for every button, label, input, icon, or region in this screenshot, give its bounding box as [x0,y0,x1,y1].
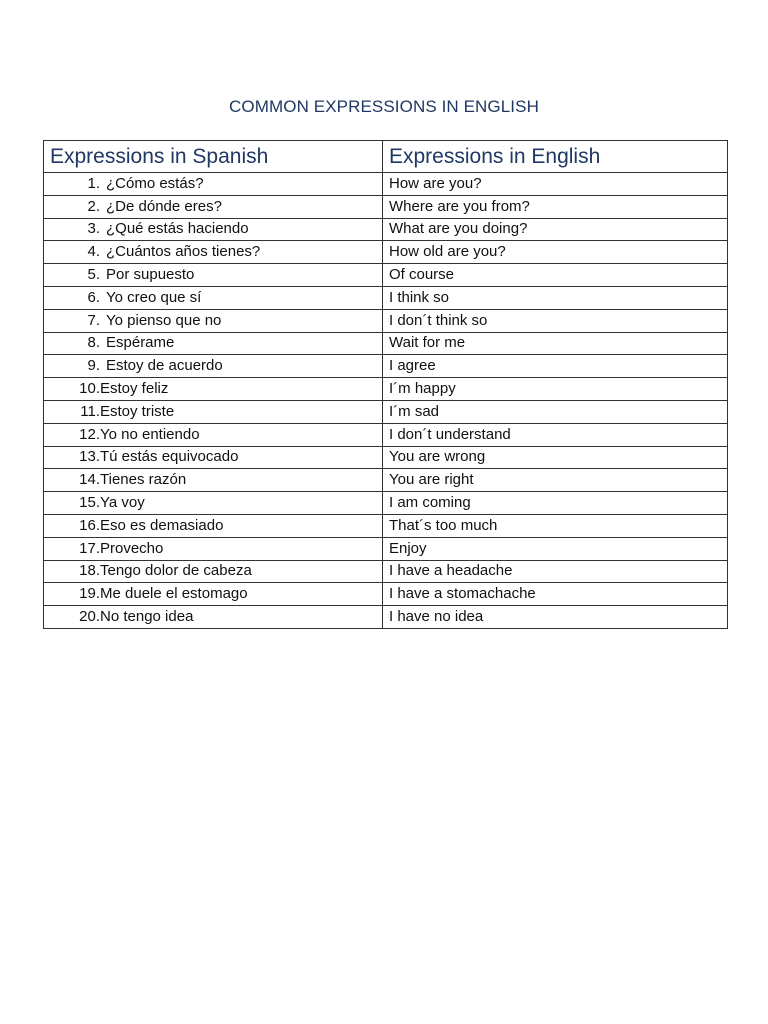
english-expression: I am coming [383,492,728,515]
spanish-expression: No tengo idea [100,608,194,626]
table-row [44,537,728,560]
spanish-cell [44,606,383,629]
spanish-cell [44,492,383,515]
spanish-expression: Me duele el estomago [100,585,248,603]
row-number: 20. [79,608,100,626]
row-number: 1. [87,174,100,192]
spanish-cell [44,241,383,264]
table-row [44,423,728,446]
english-expression: I agree [383,355,728,378]
spanish-expression: Provecho [100,539,164,557]
spanish-cell [44,218,383,241]
english-expression: That´s too much [383,514,728,537]
spanish-expression: Tú estás equivocado [100,448,239,466]
spanish-expression: Por supuesto [106,266,195,284]
english-expression: I think so [383,286,728,309]
table-header-row [44,141,728,173]
row-number: 11. [80,402,100,420]
row-number: 19. [79,585,100,603]
table-row [44,309,728,332]
english-expression: Enjoy [383,537,728,560]
row-number: 4. [87,243,100,261]
spanish-expression: Ya voy [100,494,145,512]
row-number: 5. [87,266,100,284]
row-number: 14. [79,471,100,489]
row-number: 18. [79,562,100,580]
spanish-cell [44,514,383,537]
spanish-expression: Estoy feliz [100,380,169,398]
table-row [44,560,728,583]
spanish-cell [44,173,383,196]
spanish-cell [44,264,383,287]
spanish-expression: Yo creo que sí [106,288,202,306]
spanish-expression: Estoy triste [100,402,175,420]
table-row [44,492,728,515]
table-row [44,400,728,423]
spanish-expression: Yo pienso que no [106,311,222,329]
english-expression: Wait for me [383,332,728,355]
english-expression: I have no idea [383,606,728,629]
english-expression: Where are you from? [383,195,728,218]
spanish-cell [44,286,383,309]
header-english: Expressions in English [383,141,728,173]
spanish-cell [44,400,383,423]
english-expression: I don´t understand [383,423,728,446]
english-expression: How old are you? [383,241,728,264]
table-row [44,264,728,287]
english-expression: You are right [383,469,728,492]
spanish-expression: Tienes razón [100,471,187,489]
table-row [44,332,728,355]
row-number: 10. [79,380,100,398]
spanish-cell [44,469,383,492]
table-row [44,606,728,629]
spanish-cell [44,355,383,378]
spanish-cell [44,583,383,606]
spanish-expression: Espérame [106,334,175,352]
document-title: COMMON EXPRESSIONS IN ENGLISH [229,97,539,116]
english-expression: I´m happy [383,378,728,401]
table-body [44,173,728,629]
table-row [44,469,728,492]
spanish-expression: ¿Cómo estás? [106,174,204,192]
spanish-cell [44,309,383,332]
row-number: 3. [87,220,100,238]
spanish-expression: ¿De dónde eres? [106,197,222,215]
expressions-table [43,140,728,629]
row-number: 7. [87,311,100,329]
row-number: 16. [79,516,100,534]
table-row [44,446,728,469]
table-row [44,218,728,241]
spanish-cell [44,537,383,560]
row-number: 13. [79,448,100,466]
table-row [44,241,728,264]
table-row [44,378,728,401]
table-row [44,195,728,218]
header-spanish: Expressions in Spanish [44,141,383,173]
english-expression: Of course [383,264,728,287]
row-number: 9. [87,357,100,375]
spanish-cell [44,423,383,446]
spanish-cell [44,195,383,218]
row-number: 17. [79,539,100,557]
spanish-cell [44,446,383,469]
row-number: 8. [87,334,100,352]
spanish-expression: Tengo dolor de cabeza [100,562,252,580]
table-row [44,286,728,309]
spanish-expression: ¿Qué estás haciendo [106,220,249,238]
row-number: 6. [87,288,100,306]
table-row [44,173,728,196]
english-expression: I have a headache [383,560,728,583]
table-row [44,583,728,606]
spanish-expression: Yo no entiendo [100,425,200,443]
spanish-expression: Eso es demasiado [100,516,224,534]
english-expression: I have a stomachache [383,583,728,606]
table-row [44,514,728,537]
row-number: 12. [79,425,100,443]
row-number: 15. [79,494,100,512]
row-number: 2. [87,197,100,215]
spanish-cell [44,378,383,401]
english-expression: How are you? [383,173,728,196]
english-expression: What are you doing? [383,218,728,241]
english-expression: I don´t think so [383,309,728,332]
english-expression: You are wrong [383,446,728,469]
spanish-cell [44,332,383,355]
spanish-expression: ¿Cuántos años tienes? [106,243,261,261]
table-row [44,355,728,378]
spanish-cell [44,560,383,583]
english-expression: I´m sad [383,400,728,423]
spanish-expression: Estoy de acuerdo [106,357,223,375]
